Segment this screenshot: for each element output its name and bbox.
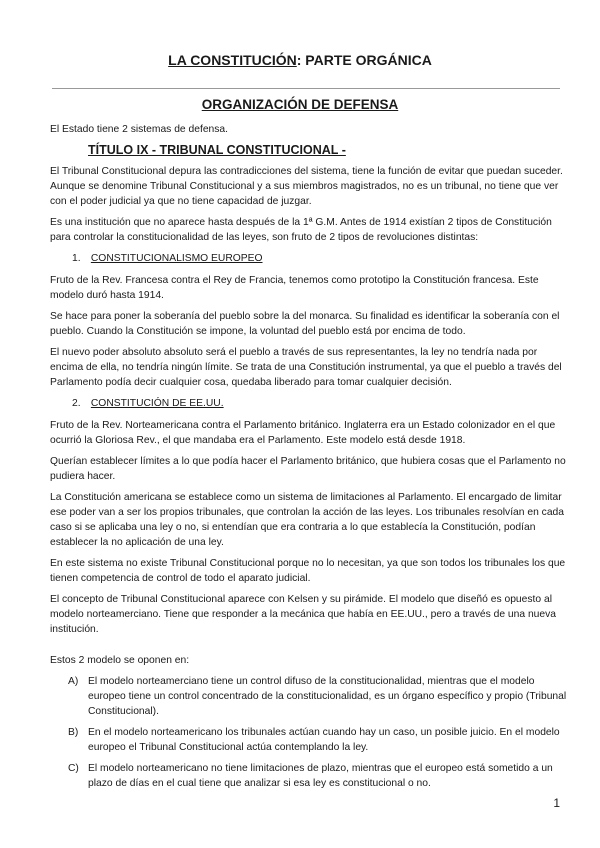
paragraph: Se hace para poner la soberanía del pueblo sobre la del monarca. Su finalidad es identificar la soberanía con el pueblo. Cuando la Constitución se impone, la voluntad del pueblo está por encima de todo. bbox=[50, 311, 560, 337]
list-letter: C) bbox=[68, 763, 79, 774]
numbered-heading-1 bbox=[72, 251, 568, 266]
item-title: CONSTITUCIÓN DE EE.UU. bbox=[90, 398, 224, 409]
item-number: 2. bbox=[72, 398, 81, 409]
list-letter: B) bbox=[68, 727, 79, 738]
list-letter: A) bbox=[68, 676, 79, 687]
list-text: En el modelo norteamericano los tribunales actúan cuando hay un caso, un posible juicio. En el modelo europeo el Tribunal Constitucional actúa contemplando la ley. bbox=[88, 727, 560, 753]
list-text: El modelo norteamericano no tiene limitaciones de plazo, mientras que el europeo está sometido a un plazo de días en el cual tiene que analizar si esa ley es constitucional o no. bbox=[88, 763, 553, 789]
list-item bbox=[50, 725, 568, 755]
paragraph: Es una institución que no aparece hasta después de la 1ª G.M. Antes de 1914 existían 2 tipos de Constitución para controlar la constitucionalidad de las leyes, son fruto de 2 tipos de revoluciones distintas: bbox=[50, 217, 552, 243]
paragraph: Fruto de la Rev. Francesa contra el Rey de Francia, tenemos como prototipo la Constitución francesa. Este modelo duró hasta 1914. bbox=[50, 275, 539, 301]
paragraph: En este sistema no existe Tribunal Constitucional porque no lo necesitan, ya que son todos los tribunales los que tienen competencia de control de todo el aparato judicial. bbox=[50, 558, 566, 584]
document-body bbox=[50, 122, 568, 797]
paragraph: La Constitución americana se establece como un sistema de limitaciones al Parlamento. El encargado de limitar ese poder van a ser los propios tribunales, que controlan la acción de las leyes. Los tribunales resolvían en cada caso si se aplicaba una ley o no, si entendían que era contraria a lo que establecía la Constitución, podían establecer la no aplicación de una ley. bbox=[50, 492, 565, 548]
list-text: El modelo norteamerciano tiene un control difuso de la constitucionalidad, mientras que el modelo europeo tiene un control concentrado de la constitucionalidad, es un órgano específico y propio (Tribunal Constitucional). bbox=[88, 676, 567, 717]
paragraph: El nuevo poder absoluto absoluto será el pueblo a través de sus representantes, la ley no tendría nada por encima de ella, no tendría ningún límite. Se trata de una Constitución instrumental, ya que el pueblo a través del Parlamento podía decir cualquier cosa, quedaba liberado para tomar cualquier decisión. bbox=[50, 347, 562, 388]
paragraph: El Tribunal Constitucional depura las contradicciones del sistema, tiene la función de evitar que puedan suceder. Aunque se denomine Tribunal Constitucional y a sus miembros magistrados, no es un tribunal, no tiene que ver con el poder judicial ya que no tiene capacidad de juzgar. bbox=[50, 166, 563, 207]
paragraph: Fruto de la Rev. Norteamericana contra el Parlamento británico. Inglaterra era un Estado colonizador en el que ocurrió la Gloriosa Rev., el que mandaba era el Parlamento. Este modelo está desde 1918. bbox=[50, 420, 556, 446]
document-title bbox=[0, 52, 600, 68]
paragraph: Estos 2 modelo se oponen en: bbox=[50, 655, 190, 666]
list-item bbox=[50, 761, 568, 791]
section-title: ORGANIZACIÓN DE DEFENSA bbox=[201, 97, 399, 112]
comparison-list bbox=[50, 674, 568, 791]
title-rest: : PARTE ORGÁNICA bbox=[296, 52, 432, 68]
numbered-heading-2 bbox=[72, 396, 568, 411]
paragraph: Querían establecer límites a lo que podía hacer el Parlamento británico, que hubiera cosas que el Parlamento no pudiera hacer. bbox=[50, 456, 566, 482]
intro-paragraph: El Estado tiene 2 sistemas de defensa. bbox=[50, 124, 229, 135]
list-item bbox=[50, 674, 568, 719]
subtitle: TÍTULO IX - TRIBUNAL CONSTITUCIONAL - bbox=[88, 143, 346, 157]
page-number: 1 bbox=[553, 796, 560, 810]
paragraph: El concepto de Tribunal Constitucional aparece con Kelsen y su pirámide. El modelo que diseñó es opuesto al modelo norteamerciano. Tiene que responder a la mecánica que había en EE.UU., pero a través de una nueva institución. bbox=[50, 594, 557, 635]
item-number: 1. bbox=[72, 253, 81, 264]
title-underlined-part: LA CONSTITUCIÓN bbox=[168, 52, 297, 68]
item-title: CONSTITUCIONALISMO EUROPEO bbox=[90, 253, 263, 264]
title-divider bbox=[52, 88, 560, 89]
